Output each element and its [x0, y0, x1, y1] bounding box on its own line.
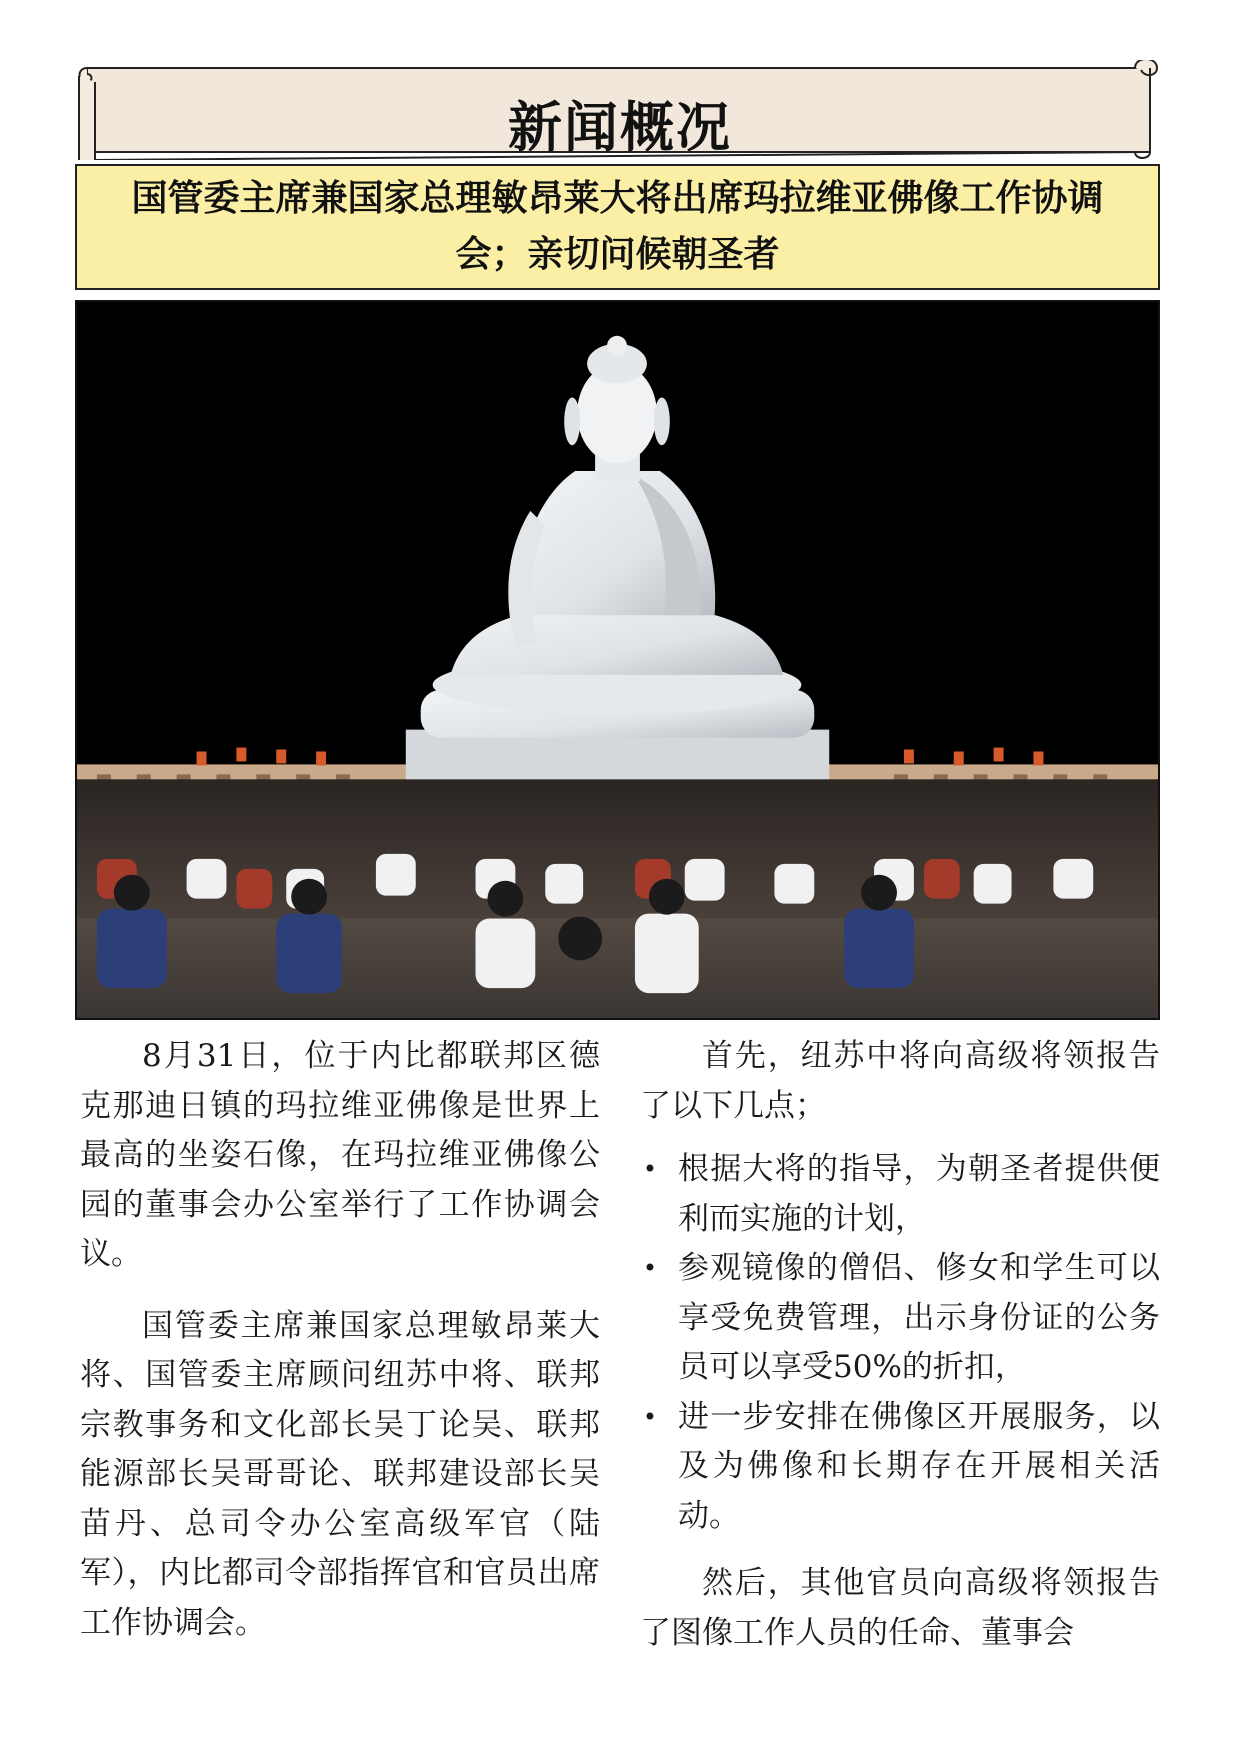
headline-box	[75, 164, 1160, 290]
bullet-icon: •	[642, 1155, 658, 1183]
bullet-icon: •	[642, 1254, 658, 1282]
paragraph: 首先，纽苏中将向高级将领报告了以下几点；	[640, 1038, 1160, 1124]
list-item	[640, 1244, 1160, 1393]
paragraph: 国管委主席兼国家总理敏昂莱大将、国管委主席顾问纽苏中将、联邦宗教事务和文化部长吴丁论吴、联邦能源部长吴哥哥论、联邦建设部长吴苗丹、总司令办公室高级军官（陆军），内比都司令部指挥官和官员出席工作协调会。	[80, 1307, 600, 1641]
list-item-text: 根据大将的指导，为朝圣者提供便利而实施的计划，	[678, 1151, 1160, 1237]
page-title: 新闻概况	[508, 94, 732, 159]
buddha-statue-icon	[77, 302, 1158, 1018]
article-right-column	[640, 1032, 1160, 1658]
buddha-statue-photo	[75, 300, 1160, 1020]
paragraph: 8月31日，位于内比都联邦区德克那迪日镇的玛拉维亚佛像是世界上最高的坐姿石像，在玛拉维亚佛像公园的董事会办公室举行了工作协调会议。	[80, 1038, 600, 1272]
list-item	[640, 1145, 1160, 1244]
headline-text: 国管委主席兼国家总理敏昂莱大将出席玛拉维亚佛像工作协调会；亲切问候朝圣者	[131, 178, 1104, 275]
bullet-list	[640, 1145, 1160, 1541]
list-item-text: 进一步安排在佛像区开展服务，以及为佛像和长期存在开展相关活动。	[678, 1398, 1160, 1534]
bullet-icon: •	[642, 1402, 658, 1431]
scroll-banner	[75, 60, 1165, 160]
article-left-column	[80, 1032, 600, 1648]
list-item-text: 参观镜像的僧侣、修女和学生可以享受免费管理，出示身份证的公务员可以享受50%的折扣，	[678, 1250, 1160, 1385]
paragraph: 然后，其他官员向高级将领报告了图像工作人员的任命、董事会	[640, 1565, 1160, 1651]
list-item	[640, 1393, 1160, 1542]
